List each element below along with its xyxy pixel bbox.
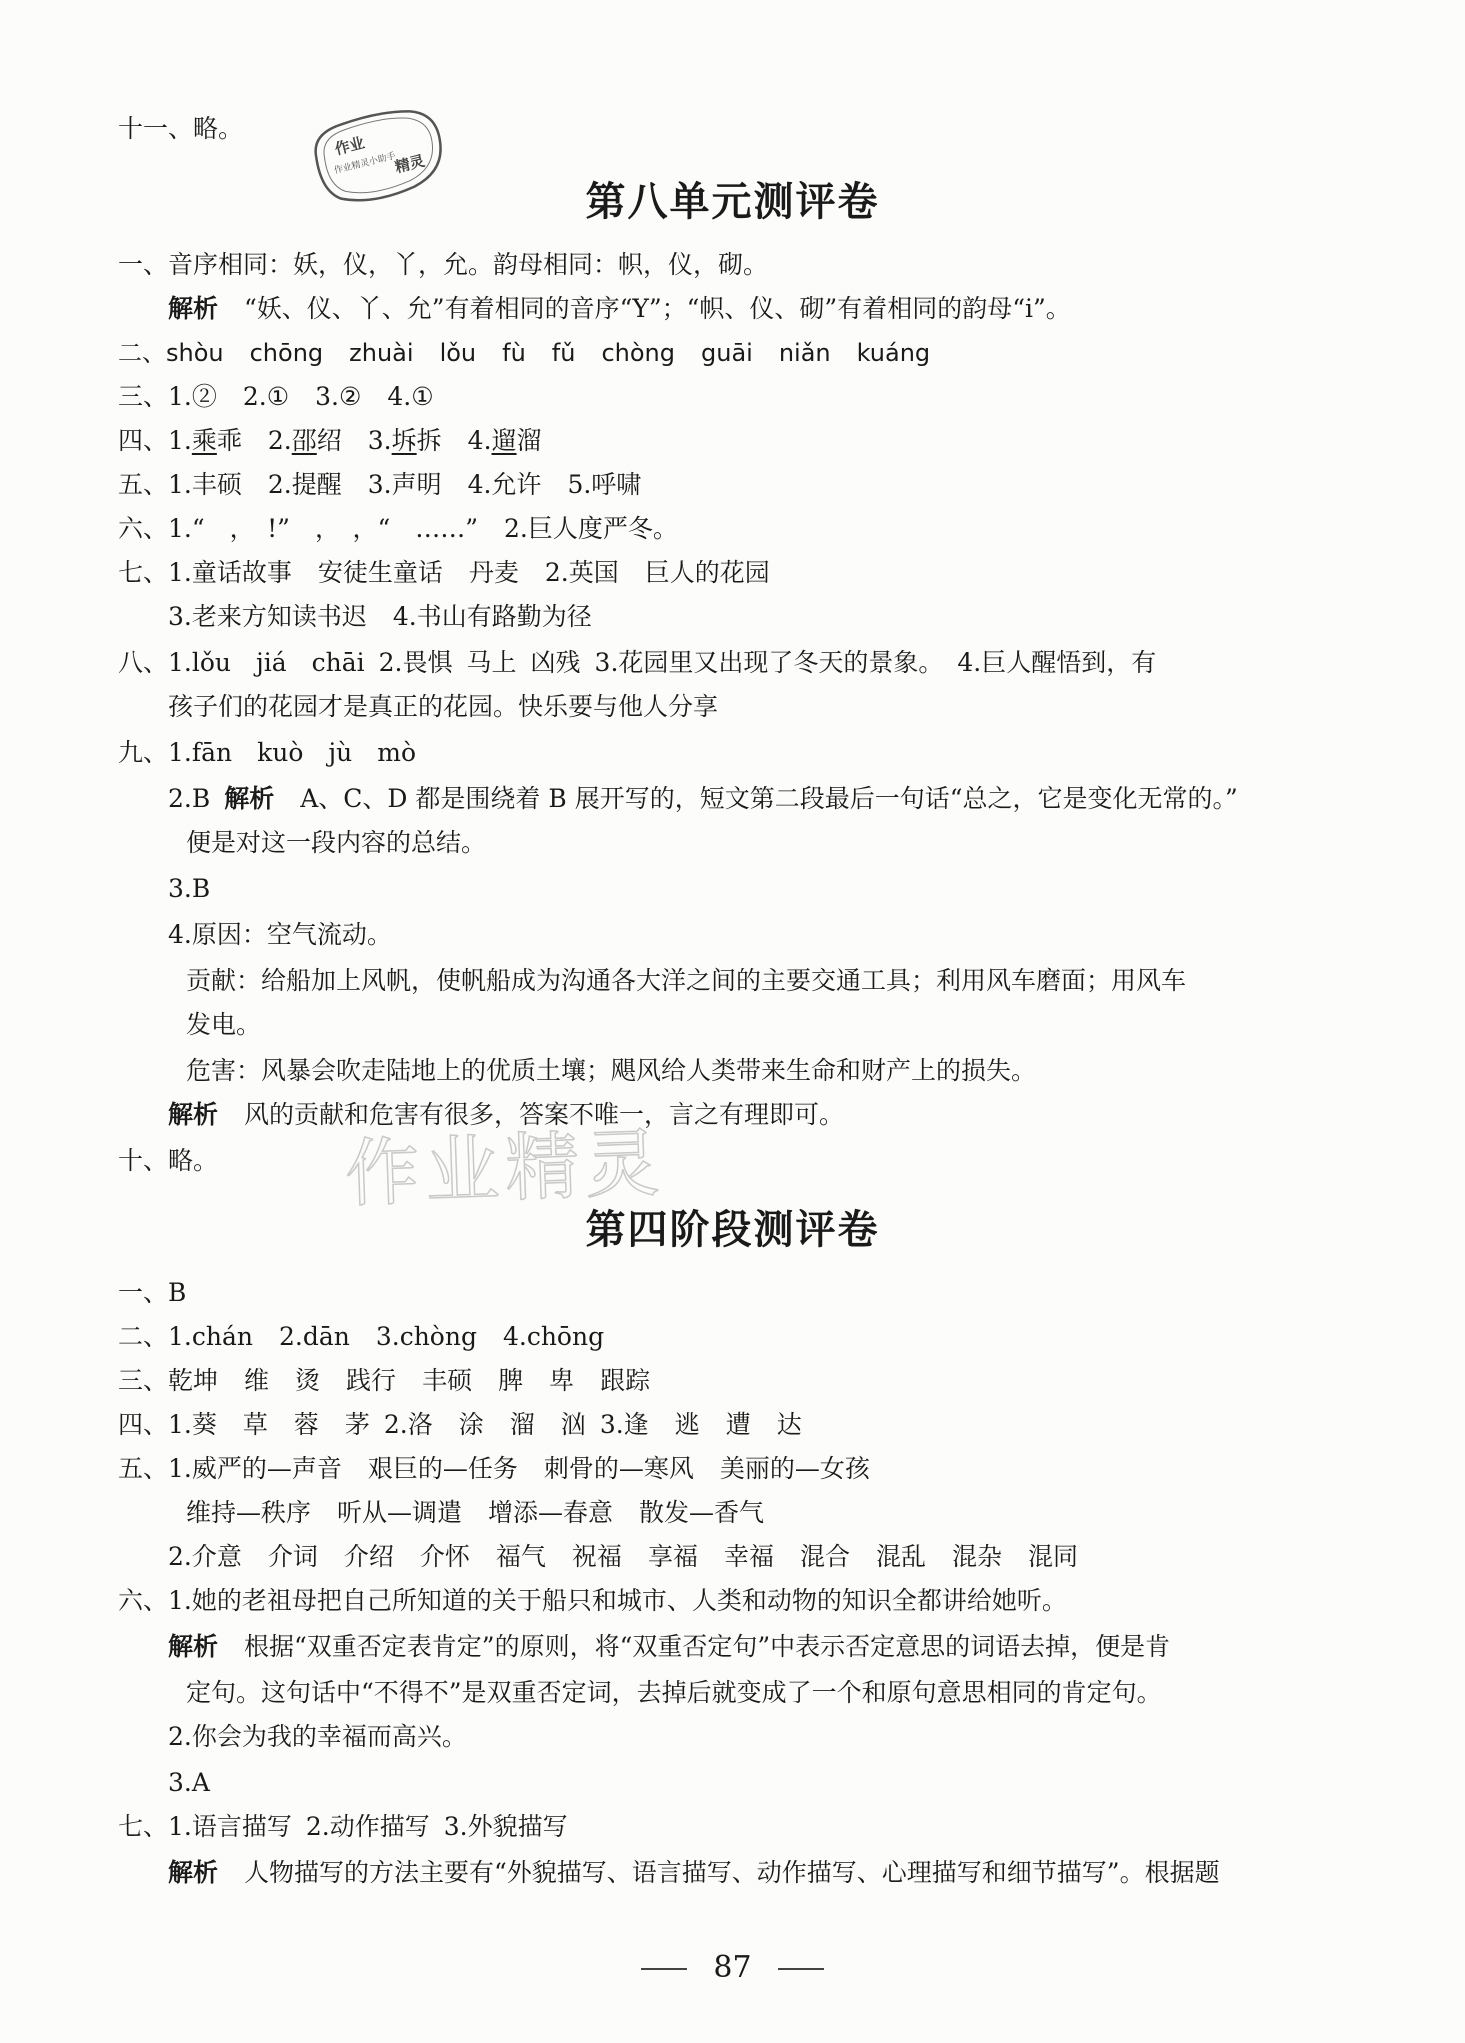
s1-q1-note: 解析 “妖、仪、丫、允”有着相同的音序“Y”；“帜、仪、砌”有着相同的韵母“i”。 xyxy=(168,294,1071,323)
s1-q9-4-note: 解析 风的贡献和危害有很多，答案不唯一，言之有理即可。 xyxy=(168,1100,845,1129)
s2-q5c: 2.介意 介词 介绍 介怀 福气 祝福 享福 幸福 混合 混乱 混杂 混同 xyxy=(168,1542,1079,1571)
s1-q7b: 3.老来方知读书迟 4.书山有路勤为径 xyxy=(168,602,592,631)
s1-q7a: 七、1.童话故事 安徒生童话 丹麦 2.英国 巨人的花园 xyxy=(118,558,770,587)
s2-q4: 四、1.葵 草 蓉 茅 2.洛 涂 溜 汹 3.逢 逃 遭 达 xyxy=(118,1410,802,1439)
s2-q6-1: 六、1.她的老祖母把自己所知道的关于船只和城市、人类和动物的知识全都讲给她听。 xyxy=(118,1586,1067,1615)
s1-q9-4-contrib: 贡献：给船加上风帆，使帆船成为沟通各大洋之间的主要交通工具；利用风车磨面；用风车 xyxy=(186,966,1187,995)
section2-title: 第四阶段测评卷 xyxy=(585,1207,880,1253)
s1-q9-4-harm: 危害：风暴会吹走陆地上的优质土壤；飓风给人类带来生命和财产上的损失。 xyxy=(186,1056,1037,1085)
s2-q6-note: 解析 根据“双重否定表肯定”的原则，将“双重否定句”中表示否定意思的词语去掉，便是肯 xyxy=(168,1632,1171,1661)
s1-q8a: 八、1.lǒu jiá chāi 2.畏惧 马上 凶残 3.花园里又出现了冬天的景象。 4.巨人醒悟到，有 xyxy=(118,648,1157,677)
s1-q2: 二、shòu chōng zhuài lǒu fù fǔ chòng guāi niǎn kuáng xyxy=(118,339,931,367)
s1-q9-4-contrib2: 发电。 xyxy=(186,1010,262,1039)
s1-q9-1: 九、1.fān kuò jù mò xyxy=(118,738,417,767)
s2-q7: 七、1.语言描写 2.动作描写 3.外貌描写 xyxy=(118,1812,568,1841)
item-eleven: 十一、略。 xyxy=(118,114,244,143)
svg-text:作业: 作业 xyxy=(332,133,367,159)
section1-title: 第八单元测评卷 xyxy=(585,179,880,225)
svg-text:作业精灵小助手: 作业精灵小助手 xyxy=(333,151,397,177)
s2-q7-note: 解析 人物描写的方法主要有“外貌描写、语言描写、动作描写、心理描写和细节描写”。根据题 xyxy=(168,1858,1220,1887)
svg-text:精灵: 精灵 xyxy=(393,151,427,177)
s1-q6: 六、1.“ ， !” ， ，“ ……” 2.巨人度严冬。 xyxy=(118,514,678,543)
s1-q9-3: 3.B xyxy=(168,874,211,903)
s1-q8b: 孩子们的花园才是真正的花园。快乐要与他人分享 xyxy=(168,692,719,721)
s1-q3: 三、1.② 2.① 3.② 4.① xyxy=(118,382,434,411)
s1-q5: 五、1.丰硕 2.提醒 3.声明 4.允许 5.呼啸 xyxy=(118,470,642,499)
s1-q1: 一、音序相同：妖，仪，丫，允。韵母相同：帜，仪，砌。 xyxy=(118,250,769,279)
s2-q5a: 五、1.威严的—声音 艰巨的—任务 刺骨的—寒风 美丽的—女孩 xyxy=(118,1454,870,1483)
s2-q6-2: 2.你会为我的幸福而高兴。 xyxy=(168,1722,467,1751)
watermark: 作业精灵 xyxy=(343,1120,667,1218)
s2-q1: 一、B xyxy=(118,1278,187,1307)
s2-q6-3: 3.A xyxy=(168,1768,210,1797)
s2-q5b: 维持—秩序 听从—调遣 增添—春意 散发—香气 xyxy=(186,1498,765,1527)
s1-q9-2c: 便是对这一段内容的总结。 xyxy=(186,828,487,857)
s2-q6-note2: 定句。这句话中“不得不”是双重否定词，去掉后就变成了一个和原句意思相同的肯定句。 xyxy=(186,1678,1162,1707)
s1-q9-2: 2.B 解析 A、C、D 都是围绕着 B 展开写的，短文第二段最后一句话“总之，它是变化无常的。” xyxy=(168,784,1238,813)
s1-q10: 十、略。 xyxy=(118,1146,219,1175)
page-number: 87 xyxy=(0,1950,1465,1985)
s1-q9-4: 4.原因：空气流动。 xyxy=(168,920,392,949)
s2-q2: 二、1.chán 2.dān 3.chòng 4.chōng xyxy=(118,1322,605,1351)
s2-q3: 三、乾坤 维 烫 践行 丰硕 脾 卑 跟踪 xyxy=(118,1366,651,1395)
s1-q4: 四、1.乘乖 2.邵绍 3.坼拆 4.遛溜 xyxy=(118,426,542,455)
